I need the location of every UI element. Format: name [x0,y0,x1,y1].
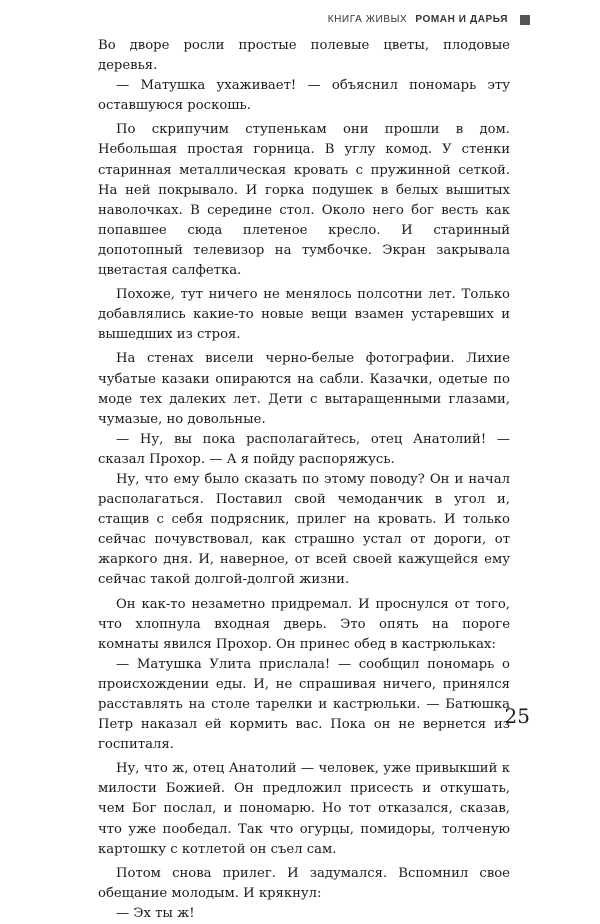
book-title: КНИГА ЖИВЫХ [327,14,408,25]
page-number: 25 [504,704,530,728]
paragraph: Он как-то незаметно придремал. И проснулся от того, что хлопнула входная дверь. Это опять на пороге комнаты явился Прохор. Он принес обед в кастрюльках: [98,596,510,652]
section-title: РОМАН И ДАРЬЯ [415,14,508,25]
paragraph: Ну, что ж, отец Анатолий — человек, уже привыкший к милости Божией. Он предложил присесть и откушать, чем Бог послал, и пономарю. Но тот отказался, сказав, что уже пообедал. Так что огурцы, помидоры, толченую картошку с котлетой он съел сам. [98,761,510,857]
paragraph: По скрипучим ступенькам они прошли в дом. Небольшая простая горница. В углу комод. У стенки старинная металлическая кровать с пружинной сеткой. На ней покрывало. И горка подушек в белых вышитых наволочках. В середине стол. Около него бог весть как попавшее сюда плетеное кресло. И старинный допотопный телевизор на тумбочке. Экран закрывала цветастая салфетка. [98,122,510,279]
paragraph: Во дворе росли простые полевые цветы, плодовые деревья. [98,38,510,74]
body-text [98,36,510,924]
header-marker-icon [520,15,530,25]
paragraph: Похоже, тут ничего не менялось полсотни лет. Только добавлялись какие-то новые вещи взамен устаревших и вышедших из строя. [98,287,510,343]
paragraph: — Эх ты ж! [116,905,195,921]
paragraph: На стенах висели черно-белые фотографии. Лихие чубатые казаки опираются на сабли. Казачки, одетые по моде тех далеких лет. Дети с вытаращенными глазами, чумазые, но довольные. [98,351,510,427]
paragraph: — Матушка ухаживает! — объяснил пономарь эту оставшуюся роскошь. [98,78,510,114]
paragraph: — Матушка Улита прислала! — сообщил пономарь о происхождении еды. И, не спрашивая ничего, принялся расставлять на столе тарелки и кастрюльки. — Батюшка Петр наказал ей кормить вас. Пока он не вернется из госпиталя. [98,656,510,753]
running-header [328,14,530,25]
paragraph: Ну, что ему было сказать по этому поводу? Он и начал располагаться. Поставил свой чемоданчик в угол и, стащив с себя подрясник, прилег на кровать. И только сейчас почувствовал, как страшно устал от дороги, от жаркого дня. И, наверное, от всей своей кажущейся ему сейчас такой долгой-долгой жизни. [98,471,510,588]
paragraph: Потом снова прилег. И задумался. Вспомнил свое обещание молодым. И крякнул: [98,865,510,901]
paragraph: — Ну, вы пока располагайтесь, отец Анатолий! — сказал Прохор. — А я пойду распоряжусь. [98,431,510,467]
